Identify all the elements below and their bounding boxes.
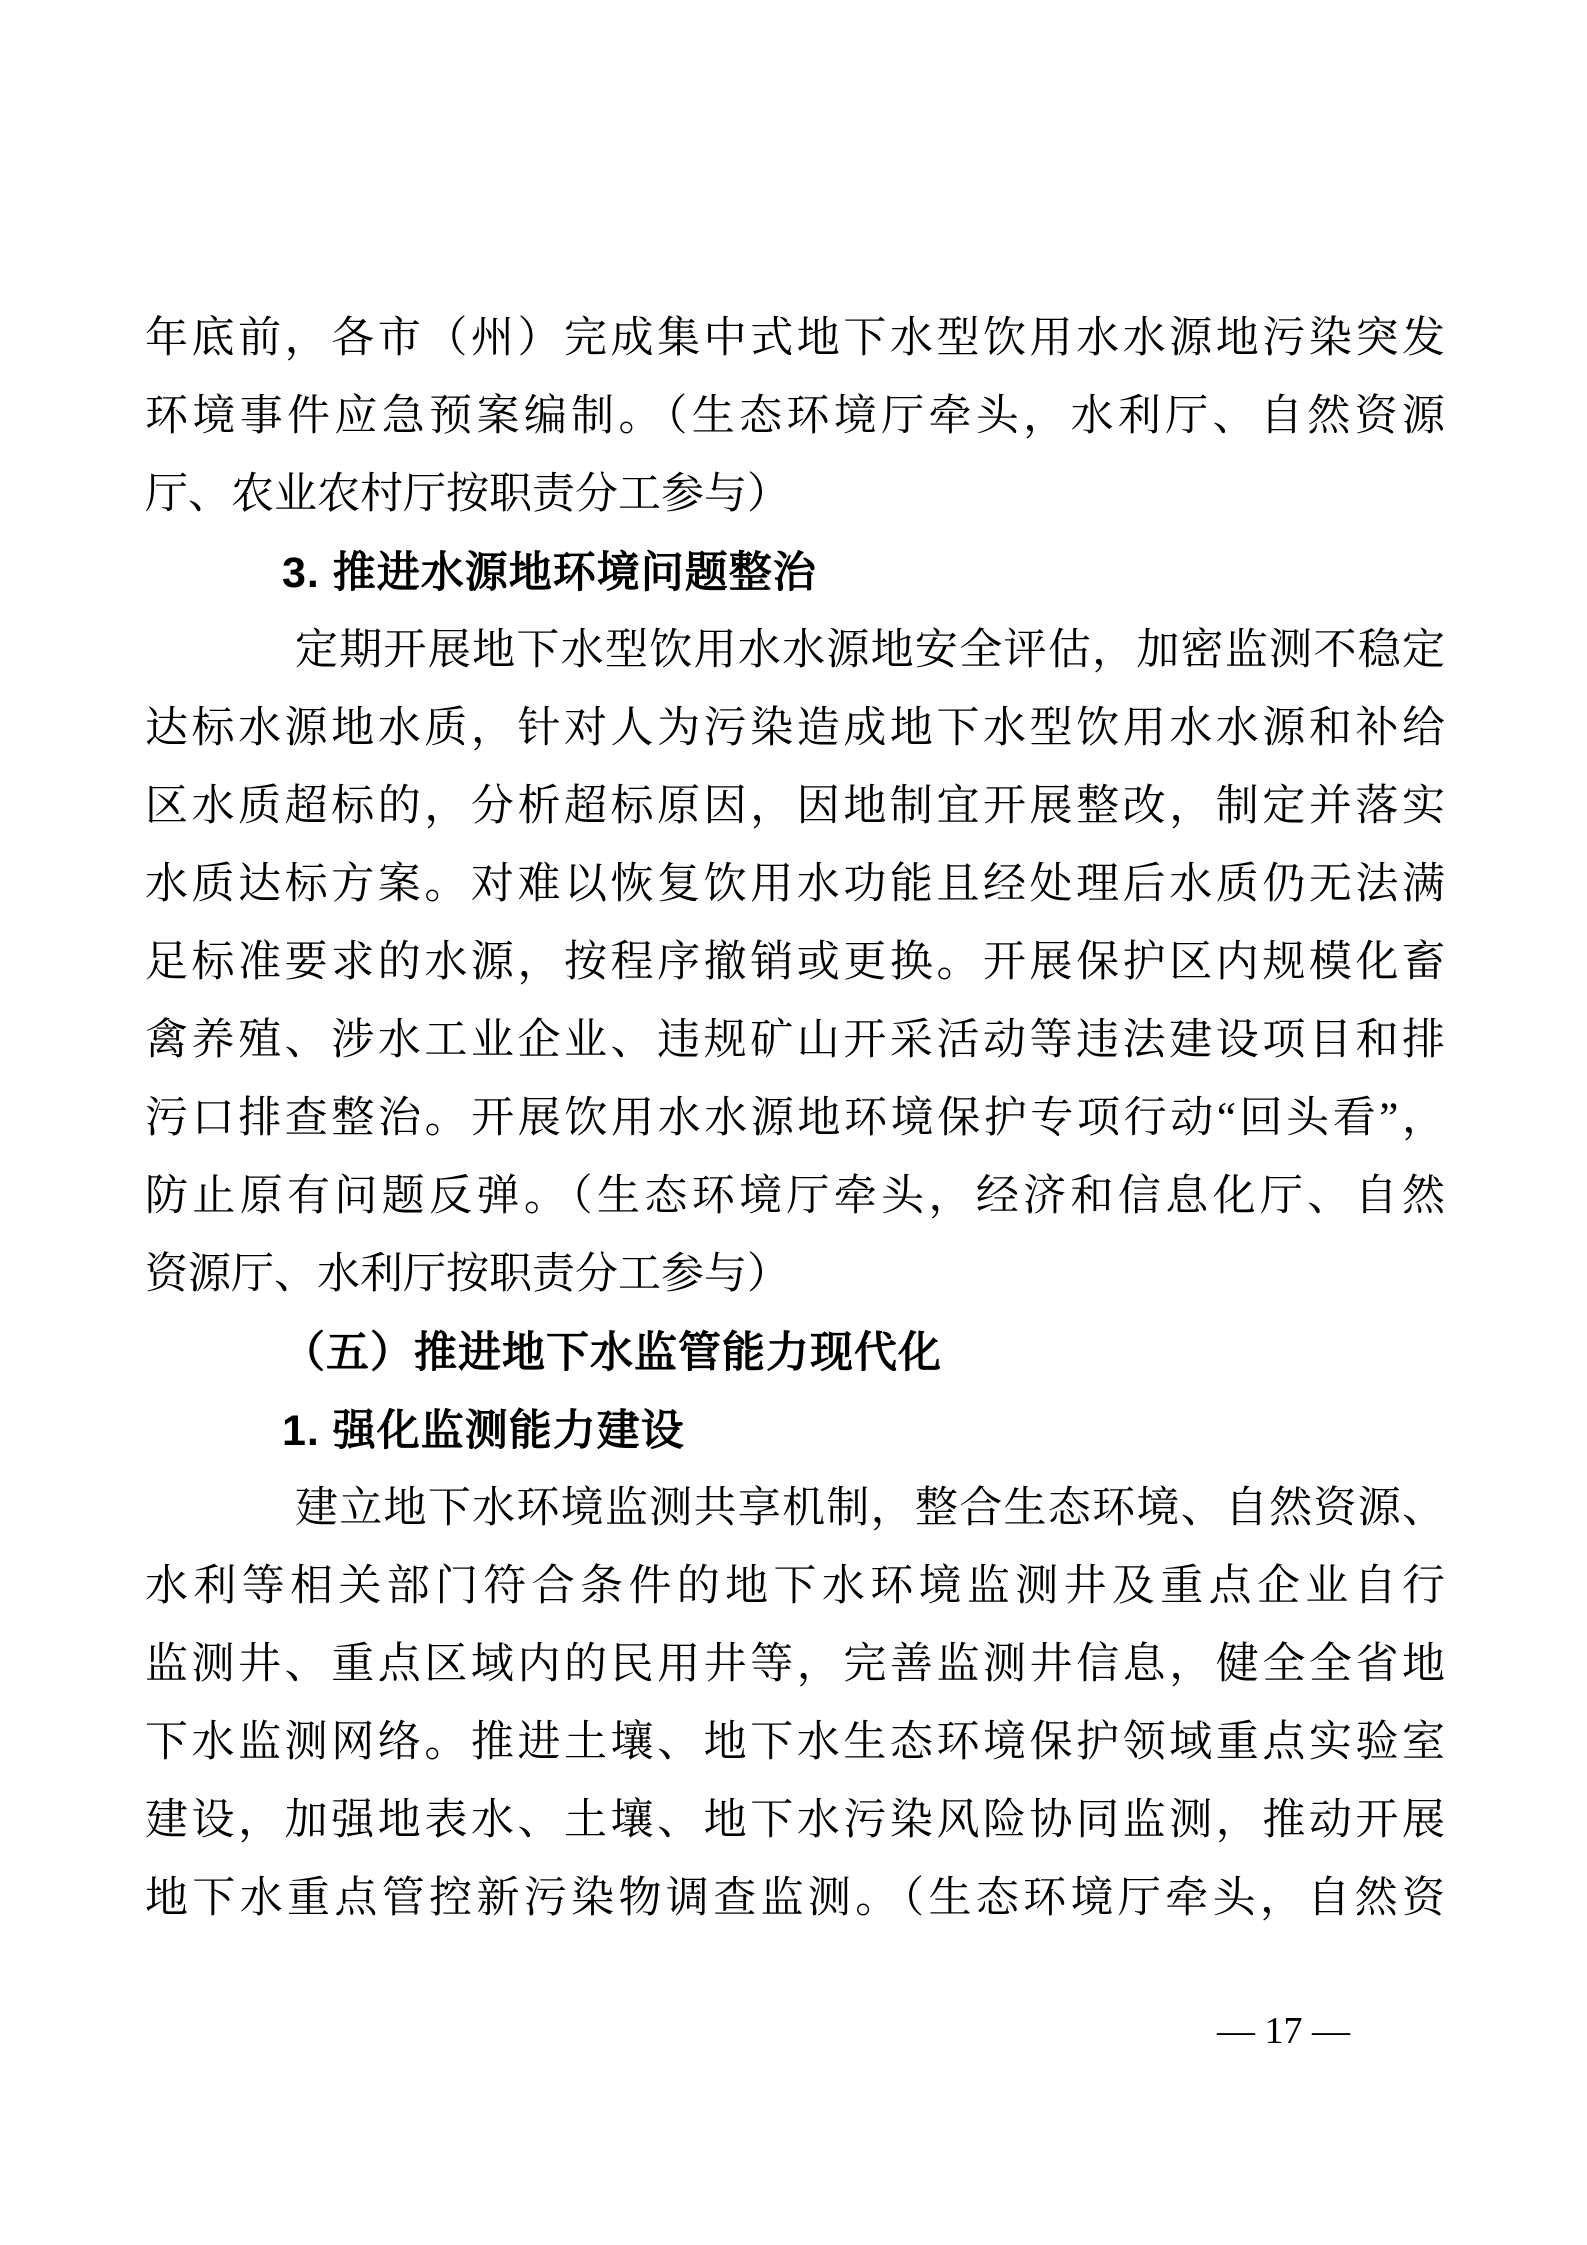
text-line: 环境事件应急预案编制。（生态环境厅牵头，水利厅、自然资源	[145, 393, 1445, 440]
text-line: 污口排查整治。开展饮用水水源地环境保护专项行动“回头看”，	[145, 1095, 1445, 1142]
text-line: 达标水源地水质，针对人为污染造成地下水型饮用水水源和补给	[145, 705, 1445, 752]
text-line: 监测井、重点区域内的民用井等，完善监测井信息，健全全省地	[145, 1641, 1445, 1688]
text-line: 厅、农业农村厅按职责分工参与）	[145, 471, 790, 518]
text-line: 年底前，各市（州）完成集中式地下水型饮用水水源地污染突发	[145, 315, 1445, 362]
section-heading-1: 1. 强化监测能力建设	[282, 1407, 685, 1455]
text-line: 定期开展地下水型饮用水水源地安全评估，加密监测不稳定	[295, 627, 1445, 674]
text-line: 区水质超标的，分析超标原因，因地制宜开展整改，制定并落实	[145, 783, 1445, 830]
section-heading-5: （五）推进地下水监管能力现代化	[282, 1329, 942, 1377]
text-line: 建设，加强地表水、土壤、地下水污染风险协同监测，推动开展	[145, 1797, 1445, 1844]
document-text-block	[145, 300, 1445, 1938]
section-heading-3: 3. 推进水源地环境问题整治	[282, 549, 817, 597]
text-line: 资源厅、水利厅按职责分工参与）	[145, 1251, 790, 1298]
text-line: 地下水重点管控新污染物调查监测。（生态环境厅牵头，自然资	[145, 1875, 1445, 1922]
page-number: — 17 —	[1217, 2010, 1350, 2052]
text-line: 建立地下水环境监测共享机制，整合生态环境、自然资源、	[295, 1485, 1445, 1532]
text-line: 防止原有问题反弹。（生态环境厅牵头，经济和信息化厅、自然	[145, 1173, 1445, 1220]
text-line: 水质达标方案。对难以恢复饮用水功能且经处理后水质仍无法满	[145, 861, 1445, 908]
text-line: 足标准要求的水源，按程序撤销或更换。开展保护区内规模化畜	[145, 939, 1445, 986]
text-line: 下水监测网络。推进土壤、地下水生态环境保护领域重点实验室	[145, 1719, 1445, 1766]
text-line: 水利等相关部门符合条件的地下水环境监测井及重点企业自行	[145, 1563, 1445, 1610]
text-line: 禽养殖、涉水工业企业、违规矿山开采活动等违法建设项目和排	[145, 1017, 1445, 1064]
